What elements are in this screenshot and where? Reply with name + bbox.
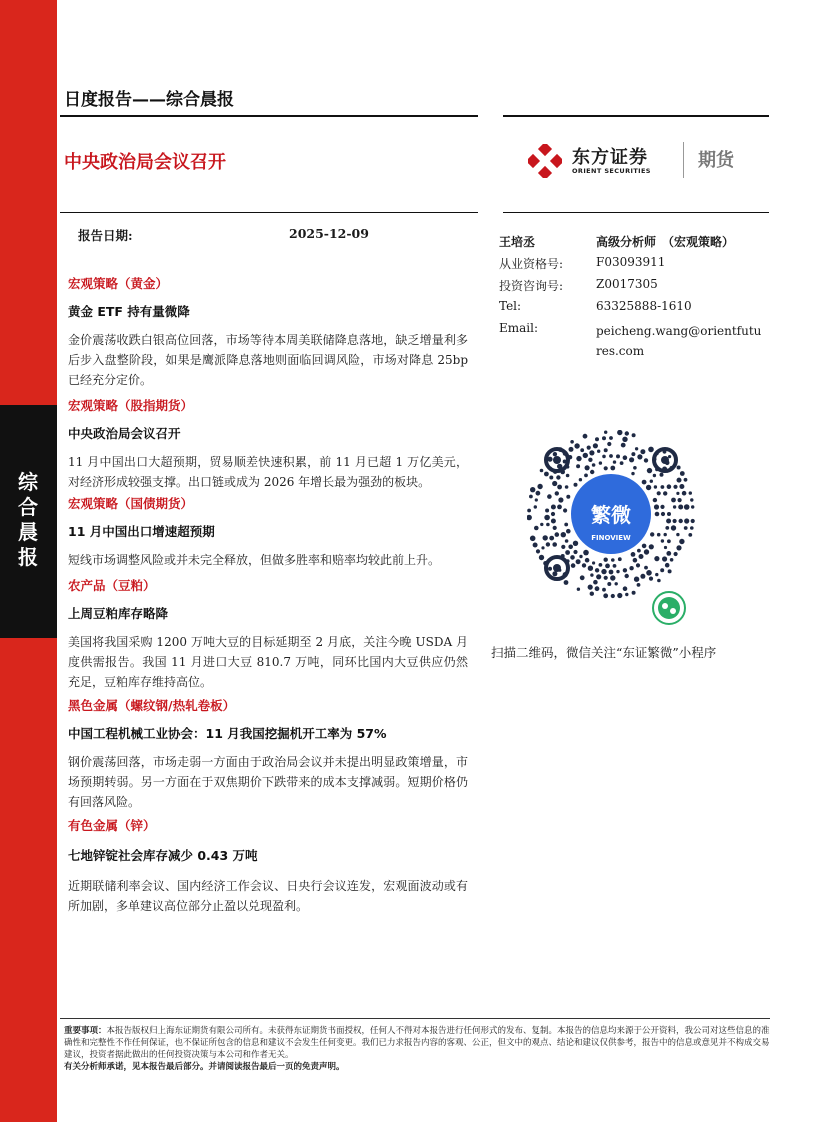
qr-dot (666, 519, 671, 524)
qr-dot (637, 583, 641, 587)
qr-dot (663, 491, 667, 495)
qr-dot (631, 452, 635, 456)
qr-dot (570, 555, 575, 560)
qr-dot (640, 574, 645, 579)
qr-dot (540, 469, 544, 473)
qr-dot (593, 580, 598, 585)
section-soymeal (68, 576, 468, 692)
qr-dot (571, 563, 576, 568)
qr-dot (631, 552, 636, 557)
analyst-field-key: 投资咨询号: (499, 279, 564, 293)
report-date-value: 2025-12-09 (289, 226, 369, 241)
orient-logo-icon (528, 144, 562, 178)
qr-dot (573, 550, 577, 554)
qr-dot (539, 555, 544, 560)
qr-dot (690, 526, 694, 530)
qr-dot (650, 532, 654, 536)
section-headline: 上周豆粕库存略降 (68, 606, 169, 621)
qr-dot (561, 532, 566, 537)
analyst-email-link[interactable]: peicheng.wang@orientfutures.com (596, 324, 762, 358)
qr-dot (676, 533, 679, 536)
qr-dot (534, 526, 539, 531)
qr-dot (551, 512, 555, 516)
analyst-field-value: F03093911 (596, 255, 666, 269)
qr-dot (684, 518, 689, 523)
qr-dot (610, 466, 615, 471)
qr-dot (640, 449, 645, 454)
qr-dot (536, 491, 541, 496)
section-body: 金价震荡收跌白银高位回落，市场等待本周美联储降息落地，缺乏增量利多后步入盘整阶段，如果是鹰派降息落地则面临回调风险，市场对降息 25bp 已经充分定价。 (68, 333, 468, 387)
qr-dot (527, 515, 532, 521)
qr-dot (527, 509, 531, 513)
qr-dot (583, 550, 589, 556)
qr-dot (677, 466, 681, 470)
qr-dot (632, 591, 636, 595)
qr-dot (615, 582, 618, 585)
qr-dot (664, 546, 667, 549)
qr-dot (535, 498, 538, 501)
section-category: 农产品（豆粕） (68, 578, 156, 593)
qr-dot (592, 561, 595, 564)
footer-rule (60, 1018, 770, 1019)
qr-dot (665, 526, 669, 530)
qr-dot (679, 484, 684, 489)
qr-dot (611, 558, 615, 562)
qr-dot (564, 580, 569, 585)
qr-dot (623, 586, 628, 591)
qr-dot (671, 498, 676, 503)
section-headline: 11 月中国出口增速超预期 (68, 524, 215, 539)
report-sections (68, 274, 468, 916)
qr-dot (565, 550, 570, 555)
qr-dot (590, 470, 594, 474)
qr-dot (676, 492, 679, 495)
qr-dot (655, 573, 658, 576)
qr-dot (583, 453, 588, 458)
qr-dot (579, 478, 582, 481)
qr-dot (595, 437, 599, 441)
section-gold (68, 274, 468, 390)
qr-dot (583, 434, 588, 439)
qr-dot (580, 575, 585, 580)
logo-en-text: ORIENT SECURITIES (572, 167, 651, 175)
qr-dot (635, 447, 638, 450)
analyst-field-key: 从业资格号: (499, 257, 564, 271)
qr-dot (625, 574, 629, 578)
qr-dot (547, 494, 552, 499)
qr-dot (570, 440, 574, 444)
analyst-field-key: Email: (499, 321, 539, 335)
qr-dot (592, 463, 596, 467)
qr-dot (671, 525, 676, 530)
qr-dot (679, 539, 684, 544)
qr-dot (665, 563, 670, 568)
qr-dot (601, 569, 606, 574)
analyst-commitment: 有关分析师承诺，见本报告最后部分。并请阅读报告最后一页的免责声明。 (64, 1062, 345, 1072)
qr-dot (551, 505, 556, 510)
qr-dot (576, 456, 581, 461)
qr-dot (682, 491, 687, 496)
qr-dot (607, 442, 611, 446)
qr-dot (649, 544, 654, 549)
qr-dot (625, 593, 628, 596)
qr-dot (616, 570, 619, 573)
qr-dot (633, 558, 638, 563)
qr-dot (604, 466, 608, 470)
qr-dot (639, 554, 644, 559)
qr-dot (610, 575, 615, 580)
section-zinc (68, 816, 468, 916)
section-headline: 中央政治局会议召开 (68, 426, 181, 441)
qr-dot (543, 535, 548, 540)
qr-dot (530, 487, 535, 492)
qr-dot (607, 582, 611, 586)
qr-dot (654, 556, 659, 561)
qr-dot (602, 455, 606, 459)
section-headline: 七地锌锭社会库存减少 0.43 万吨 (68, 848, 258, 863)
qr-dot (668, 569, 672, 573)
qr-dot (577, 588, 580, 591)
qr-dot (568, 545, 573, 550)
qr-dot (555, 491, 559, 495)
qr-dot (576, 559, 581, 564)
qr-dot (585, 558, 590, 563)
qr-dot (565, 485, 569, 489)
qr-brand-text: FINOVIEW (591, 534, 631, 542)
qr-dot (556, 475, 560, 479)
qr-dot (533, 543, 538, 548)
qr-dot (674, 552, 678, 556)
qr-dot (544, 472, 549, 477)
qr-dot (553, 452, 557, 456)
qr-dot (684, 478, 688, 482)
qr-dot (596, 574, 601, 579)
qr-dot (604, 448, 608, 452)
sidebar-label: 综 合 晨 报 (18, 470, 38, 569)
qr-dot (667, 484, 672, 489)
qr-dot (660, 568, 664, 572)
qr-dot (536, 549, 540, 553)
notice-label: 重要事项： (64, 1026, 107, 1036)
qr-dot (657, 533, 661, 537)
qr-dot (642, 480, 647, 485)
qr-dot (661, 512, 665, 516)
qr-dot (557, 505, 562, 510)
page-title: 中央政治局会议召开 (64, 152, 226, 173)
section-category: 黑色金属（螺纹钢/热轧卷板） (68, 698, 236, 713)
qr-dot (563, 508, 567, 512)
qr-dot (678, 498, 682, 502)
qr-dot (551, 519, 556, 524)
qr-dot (588, 458, 592, 462)
qr-dot (647, 468, 652, 473)
qr-dot (597, 450, 600, 453)
qr-dot (609, 570, 614, 575)
qr-dot (684, 526, 688, 530)
qr-dot (580, 448, 584, 452)
qr-dot (637, 454, 642, 459)
qr-dot (636, 563, 640, 567)
qr-dot (611, 594, 615, 598)
section-body: 11 月中国出口大超预期，贸易顺差快速积累，前 11 月已超 1 万亿美元，对经济形成较强支撑。出口链或成为 2026 年增长最为强劲的板块。 (68, 455, 468, 489)
qr-dot (622, 437, 627, 442)
qr-dot (574, 443, 579, 448)
logo-cn-text: 东方证券 (572, 147, 648, 168)
qr-dot (590, 573, 593, 576)
notice-text: 本报告版权归上海东证期货有限公司所有。未获得东证期货书面授权，任何人不得对本报告进行任何形式的发布、复制。本报告的信息均来源于公开资料，我公司对这些信息的准确性和完整性不作任何保证，也不保证所包含的信息和建议不会发生任何变更。我们已力求报告内容的客观、公正，但文中的观点、结论和建议仅供参考，报告中的信息或意见并不构成交易建议，投资者据此做出的任何投资决策与本公司和作者无关。 (64, 1026, 770, 1060)
qr-dot (584, 474, 588, 478)
qr-dot (546, 542, 550, 546)
qr-dot (673, 519, 677, 523)
section-ferrous (68, 696, 468, 812)
qr-dot (588, 566, 593, 571)
qr-dot (576, 464, 580, 468)
qr-dot (637, 549, 641, 553)
analyst-title: 高级分析师 （宏观策略） (596, 235, 735, 249)
qr-dot (673, 485, 677, 489)
brand-logo (528, 140, 738, 180)
qr-dot (599, 563, 603, 567)
qr-dot (553, 526, 557, 530)
qr-dot (617, 430, 622, 435)
qr-dot (558, 497, 563, 502)
qr-dot (569, 447, 574, 452)
qr-dot (657, 491, 661, 495)
qr-dot (555, 532, 560, 537)
qr-dot (587, 446, 591, 450)
qr-dot (565, 539, 569, 543)
qr-dot (666, 551, 671, 556)
qr-dot (595, 586, 600, 591)
analyst-name: 王培丞 (499, 235, 536, 249)
qr-dot (566, 529, 571, 534)
section-headline: 黄金 ETF 持有量微降 (68, 304, 190, 319)
qr-dot (545, 509, 549, 513)
analyst-field-key: Tel: (499, 299, 522, 313)
qr-dot (642, 544, 647, 549)
section-body: 钢价震荡回落，市场走弱一方面由于政治局会议并未提出明显政策增量，市场预期转弱。另一方面在于双焦期价下跌带来的成本支撑减弱。短期价格仍有回落风险。 (68, 755, 468, 809)
qr-dot (648, 447, 654, 453)
qr-dot (655, 512, 660, 517)
qr-dot (634, 577, 639, 582)
qr-dot (585, 465, 590, 470)
qr-dot (540, 523, 543, 526)
qr-finder-dot (553, 456, 561, 464)
qr-dot (620, 461, 624, 465)
qr-dot (623, 455, 628, 460)
mini-program-qr-code[interactable] (527, 430, 695, 628)
section-treasury (68, 494, 468, 570)
section-category: 宏观策略（国债期货） (68, 496, 194, 511)
qr-dot (664, 533, 667, 536)
qr-dot (604, 431, 607, 434)
qr-dot (621, 443, 626, 448)
qr-dot (650, 480, 653, 483)
qr-dot (677, 478, 682, 483)
qr-dot (654, 485, 657, 488)
qr-dot (644, 549, 649, 554)
qr-dot (602, 436, 606, 440)
qr-dot (589, 450, 594, 455)
qr-code-icon (527, 430, 695, 628)
qr-dot (613, 564, 617, 568)
qr-dot (667, 512, 671, 516)
qr-dot (582, 563, 586, 567)
qr-dot (662, 556, 667, 561)
qr-dot (673, 505, 676, 508)
qr-dot (646, 570, 652, 576)
qr-dot (561, 545, 565, 549)
section-category: 宏观策略（黄金） (68, 276, 169, 291)
qr-dot (644, 458, 648, 462)
qr-dot (549, 536, 554, 541)
qr-dot (595, 568, 599, 572)
logo-divider (683, 142, 684, 178)
qr-dot (691, 505, 694, 508)
qr-dot (605, 564, 610, 569)
report-date-label: 报告日期: (78, 228, 133, 243)
qr-dot (564, 523, 568, 527)
qr-dot (588, 585, 593, 590)
qr-dot (566, 474, 570, 478)
qr-dot (625, 431, 629, 435)
qr-dot (688, 533, 692, 537)
qr-finder-dot (661, 456, 669, 464)
qr-dot (529, 495, 533, 499)
qr-dot (537, 484, 542, 489)
qr-dot (653, 498, 657, 502)
header-rule-right (503, 115, 769, 117)
qr-dot (552, 571, 557, 576)
qr-dot (670, 558, 674, 562)
qr-dot (549, 476, 553, 480)
qr-dot (557, 485, 562, 490)
date-rule-left (60, 212, 478, 213)
qr-dot (613, 460, 616, 463)
qr-dot (633, 466, 637, 470)
qr-dot (668, 455, 671, 458)
qr-finder-dot (553, 564, 561, 572)
qr-dot (644, 566, 648, 570)
section-category: 宏观策略（股指期货） (68, 398, 194, 413)
header-rule-left (60, 115, 478, 117)
qr-dot (604, 558, 608, 562)
qr-dot (689, 491, 692, 494)
qr-dot (574, 483, 578, 487)
qr-dot (541, 546, 544, 549)
qr-dot (654, 504, 659, 509)
date-rule-right (503, 212, 769, 213)
qr-dot (609, 454, 613, 458)
qr-dot (679, 519, 683, 523)
qr-center-text: 繁微 (591, 503, 631, 527)
qr-dot (593, 443, 598, 448)
qr-dot (534, 505, 537, 508)
qr-dot (661, 539, 664, 542)
section-body: 美国将我国采购 1200 万吨大豆的目标延期至 2 月底，关注今晚 USDA 月度供需报告。我国 11 月进口大豆 810.7 万吨，同环比国内大豆供应仍然充足，豆粕库存维持高位。 (68, 635, 468, 689)
qr-dot (566, 495, 570, 499)
qr-caption: 扫描二维码，微信关注“东证繁微”小程序 (491, 645, 717, 660)
qr-dot (617, 593, 622, 598)
qr-dot (678, 505, 683, 510)
qr-dot (602, 588, 606, 592)
qr-dot (599, 461, 602, 464)
qr-dot (552, 542, 557, 547)
qr-dot (552, 481, 557, 486)
qr-dot (680, 471, 685, 476)
qr-dot (548, 567, 552, 571)
qr-dot (579, 555, 582, 558)
qr-dot (544, 515, 550, 521)
qr-dot (546, 523, 550, 527)
qr-dot (660, 473, 664, 477)
logo-suffix: 期货 (698, 150, 734, 171)
qr-dot (653, 474, 656, 477)
section-headline: 中国工程机械工业协会：11 月我国挖掘机开工率为 57% (68, 726, 387, 741)
qr-dot (573, 541, 578, 546)
section-body: 近期联储利率会议、国内经济工作会议、日央行会议连发，宏观面波动或有所加剧，多单建议高位部分止盈以兑现盈利。 (68, 879, 468, 913)
qr-dot (629, 566, 633, 570)
analyst-field-value: 63325888-1610 (596, 299, 692, 313)
qr-dot (623, 568, 627, 572)
section-stock-index (68, 396, 468, 492)
qr-dot (660, 505, 664, 509)
qr-dot (604, 576, 608, 580)
qr-dot (661, 485, 665, 489)
section-category: 有色金属（锌） (68, 818, 156, 833)
qr-dot (690, 498, 693, 501)
qr-dot (691, 519, 695, 523)
qr-dot (649, 577, 653, 581)
qr-dot (684, 504, 690, 510)
report-type: 日度报告——综合晨报 (64, 90, 234, 110)
analyst-card (499, 233, 774, 365)
qr-dot (657, 579, 661, 583)
qr-dot (646, 485, 651, 490)
qr-dot (603, 593, 608, 598)
qr-dot (632, 433, 636, 437)
analyst-field-value: Z0017305 (596, 277, 658, 291)
qr-dot (590, 592, 594, 596)
qr-dot (609, 436, 613, 440)
section-body: 短线市场调整风险或并未完全释放，但做多胜率和赔率均较此前上升。 (68, 553, 441, 567)
qr-dot (530, 536, 536, 542)
qr-dot (618, 557, 622, 561)
qr-dot (629, 457, 634, 462)
qr-dot (667, 539, 671, 543)
qr-dot (676, 545, 681, 550)
qr-dot (616, 454, 620, 458)
qr-dot (631, 472, 634, 475)
disclaimer (64, 1025, 770, 1073)
